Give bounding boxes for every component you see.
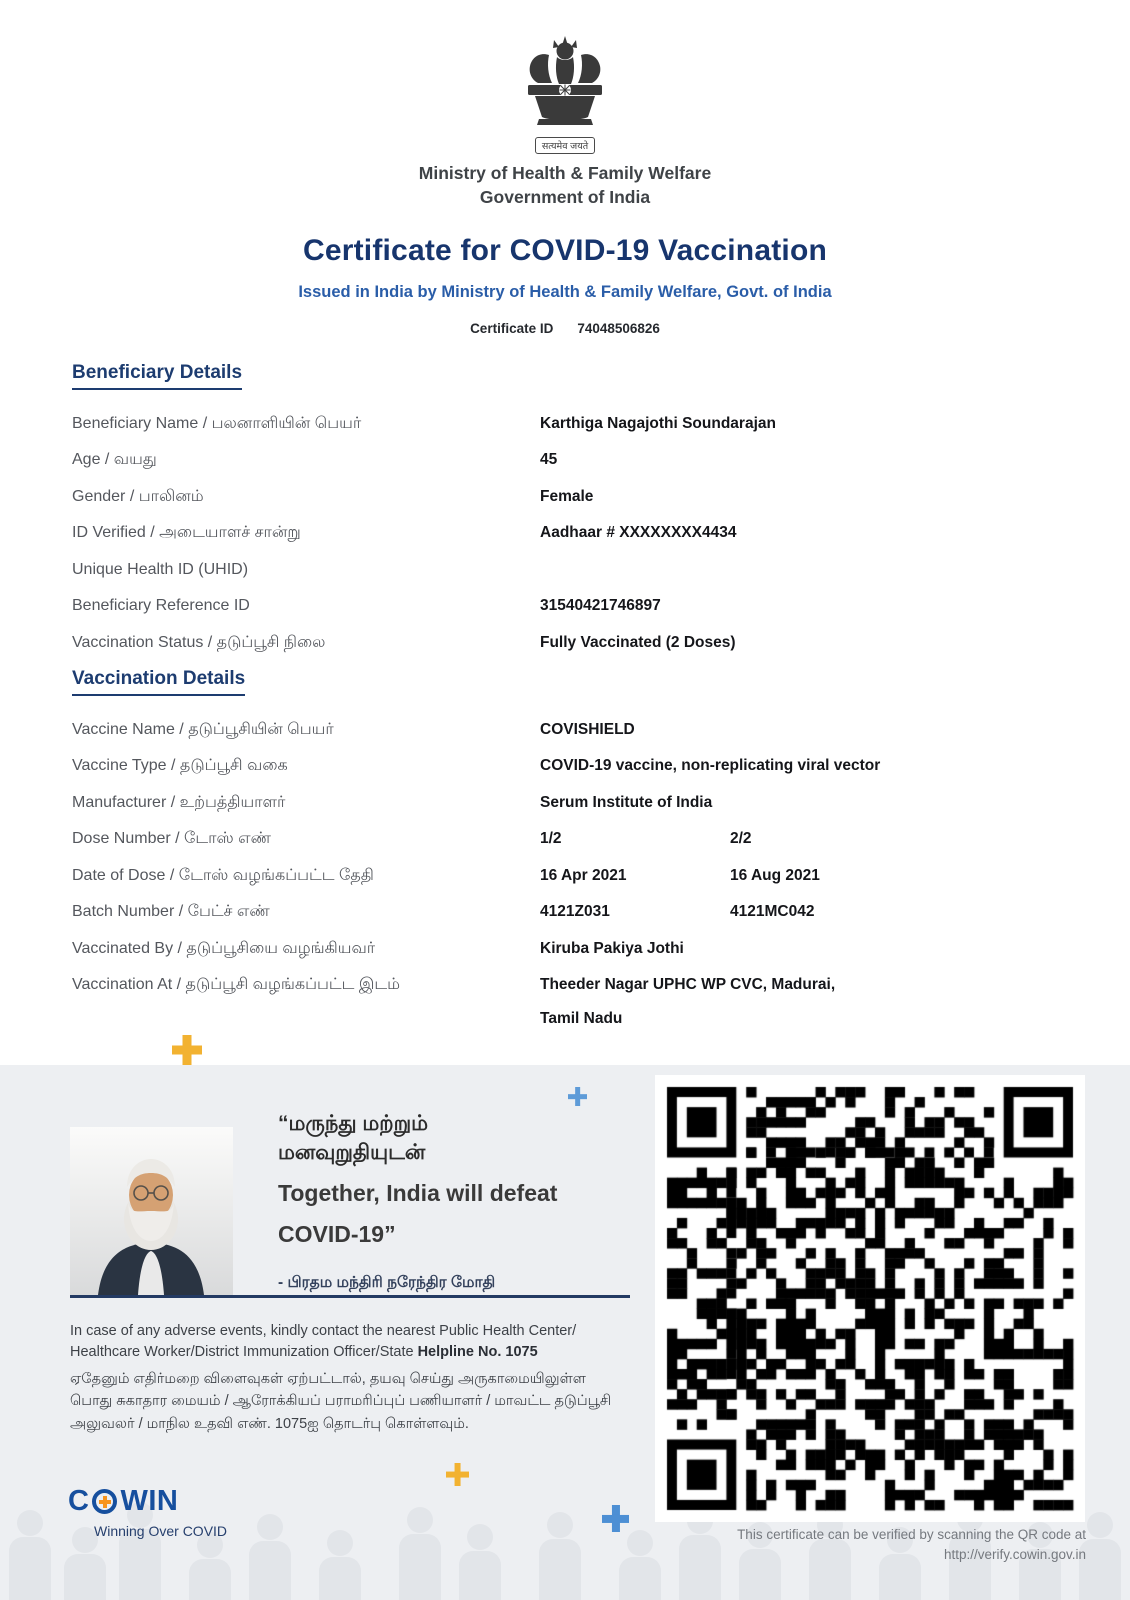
qr-code — [655, 1075, 1085, 1522]
adverse-text: In case of any adverse events, kindly contact the nearest Public Health Center/ Healthcare Worker/District Immunization Officer/State — [70, 1323, 577, 1360]
field-value: COVID-19 vaccine, non-replicating viral vector — [540, 757, 881, 775]
vaccination-details-section — [72, 668, 1085, 1030]
quote-attribution: - பிரதம மந்திரி நரேந்திர மோதி — [278, 1273, 496, 1291]
field-label: Batch Number / பேட்ச் எண் — [72, 903, 270, 921]
field-label: Gender / பாலினம் — [72, 487, 204, 505]
vaccination-at-line1: Theeder Nagar UPHC WP CVC, Madurai, — [540, 976, 836, 994]
field-value: 45 — [540, 451, 558, 469]
emblem-motto: सत्यमेव जयते — [535, 137, 595, 154]
beneficiary-details-heading: Beneficiary Details — [72, 362, 242, 390]
row-beneficiary-name — [72, 412, 1085, 435]
certificate-id — [0, 321, 1130, 336]
certificate-id-value: 74048506826 — [577, 321, 660, 336]
adverse-events-note-tamil: ஏதேனும் எதிர்மறை விளைவுகள் ஏற்பட்டால், தயவு செய்து அருகாமையிலுள்ள பொது சுகாதார மையம் / ஆரோக்கியப் பராமரிப்புப் பணியாளர் / மாவட்ட தடுப்பூசி அலுவலர் / மாநில உதவி எண். 1075ஐ தொடர்பு கொள்ளவும். — [70, 1371, 612, 1432]
helpline-number: Helpline No. 1075 — [417, 1343, 538, 1360]
row-vaccine-name — [72, 718, 1085, 741]
certificate-header — [0, 0, 1130, 336]
verify-text: This certificate can be verified by scanning the QR code at — [737, 1527, 1086, 1542]
field-value-dose1: 4121Z031 — [540, 903, 610, 921]
row-id-verified — [72, 521, 1085, 544]
verify-note — [737, 1525, 1086, 1566]
row-manufacturer — [72, 791, 1085, 814]
field-label: Unique Health ID (UHID) — [72, 560, 249, 578]
emblem-graphic — [519, 34, 611, 134]
field-label: Beneficiary Reference ID — [72, 597, 250, 615]
footer-band — [0, 1065, 1130, 1600]
field-label: ID Verified / அடையாளச் சான்று — [72, 524, 301, 542]
ministry-name: Ministry of Health & Family Welfare — [418, 163, 712, 183]
pm-quote — [278, 1109, 630, 1293]
row-batch-number — [72, 900, 1085, 923]
row-dose-number — [72, 827, 1085, 850]
field-label: Vaccinated By / தடுப்பூசியை வழங்கியவர் — [72, 939, 376, 957]
qr-code-container — [655, 1075, 1085, 1522]
plus-decoration-blue-large — [602, 1505, 629, 1532]
pm-photo — [70, 1127, 233, 1295]
cowin-plus-icon — [92, 1489, 117, 1514]
quote-english-line2: COVID-19” — [278, 1220, 396, 1247]
quote-tamil-line2: மனவுறுதியுடன் — [278, 1141, 426, 1165]
verify-url[interactable]: http://verify.cowin.gov.in — [943, 1547, 1086, 1563]
plus-decoration-yellow-top — [172, 1035, 202, 1065]
cowin-wordmark — [68, 1485, 227, 1518]
field-label: Vaccine Name / தடுப்பூசியின் பெயர் — [72, 721, 334, 738]
row-vaccinated-by — [72, 937, 1085, 960]
field-value: COVISHIELD — [540, 721, 635, 738]
field-label: Vaccine Type / தடுப்பூசி வகை — [72, 757, 288, 775]
field-value: 31540421746897 — [540, 597, 661, 615]
divider-line — [70, 1295, 630, 1298]
field-value — [540, 974, 1085, 1030]
field-value: Serum Institute of India — [540, 793, 713, 811]
field-label: Beneficiary Name / பலனாளியின் பெயர் — [72, 415, 362, 432]
row-beneficiary-reference-id — [72, 594, 1085, 617]
beneficiary-details-section — [72, 362, 1085, 654]
vaccination-at-line2: Tamil Nadu — [540, 1009, 623, 1027]
field-label: Dose Number / டோஸ் எண் — [72, 830, 271, 848]
field-value-dose1: 16 Apr 2021 — [540, 866, 627, 884]
field-value: Karthiga Nagajothi Soundarajan — [540, 415, 776, 432]
row-age — [72, 448, 1085, 471]
field-label: Date of Dose / டோஸ் வழங்கப்பட்ட தேதி — [72, 866, 374, 884]
field-label: Vaccination Status / தடுப்பூசி நிலை — [72, 633, 326, 651]
field-value-dose1: 1/2 — [540, 830, 562, 848]
government-name: Government of India — [479, 187, 651, 207]
plus-decoration-yellow-bottom — [446, 1463, 469, 1486]
row-gender — [72, 485, 1085, 508]
cowin-tagline: Winning Over COVID — [94, 1523, 228, 1539]
field-value-dose2: 16 Aug 2021 — [730, 866, 820, 884]
field-value: Fully Vaccinated (2 Doses) — [540, 633, 736, 651]
field-label: Manufacturer / உற்பத்தியாளர் — [72, 793, 286, 811]
certificate-title: Certificate for COVID-19 Vaccination — [302, 234, 827, 267]
details-area — [0, 362, 1130, 1030]
quote-tamil-line1: “மருந்து மற்றும் — [278, 1112, 429, 1135]
certificate-subtitle: Issued in India by Ministry of Health & Family Welfare, Govt. of India — [298, 283, 832, 301]
plus-decoration-blue-small — [568, 1087, 587, 1106]
field-label: Vaccination At / தடுப்பூசி வழங்கப்பட்ட இடம் — [72, 976, 400, 994]
field-label: Age / வயது — [72, 451, 157, 469]
cowin-logo — [68, 1485, 227, 1539]
field-value-dose2: 4121MC042 — [730, 903, 815, 921]
row-vaccine-type — [72, 754, 1085, 777]
national-emblem — [510, 34, 620, 154]
adverse-events-note — [70, 1321, 638, 1362]
row-date-of-dose — [72, 864, 1085, 887]
row-vaccination-status — [72, 631, 1085, 654]
pm-portrait-graphic — [70, 1127, 233, 1295]
field-value-dose2: 2/2 — [730, 830, 752, 848]
cowin-letter-c: C — [68, 1485, 90, 1517]
field-value: Kiruba Pakiya Jothi — [540, 939, 684, 957]
field-value: Female — [540, 487, 594, 505]
field-value: Aadhaar # XXXXXXXX4434 — [540, 524, 737, 542]
certificate-id-label: Certificate ID — [470, 321, 554, 336]
vaccination-details-heading: Vaccination Details — [72, 668, 245, 696]
cowin-letters-win: WIN — [120, 1485, 179, 1517]
row-uhid — [72, 558, 1085, 581]
quote-english-line1: Together, India will defeat — [278, 1179, 558, 1206]
row-vaccination-at — [72, 973, 1085, 1030]
